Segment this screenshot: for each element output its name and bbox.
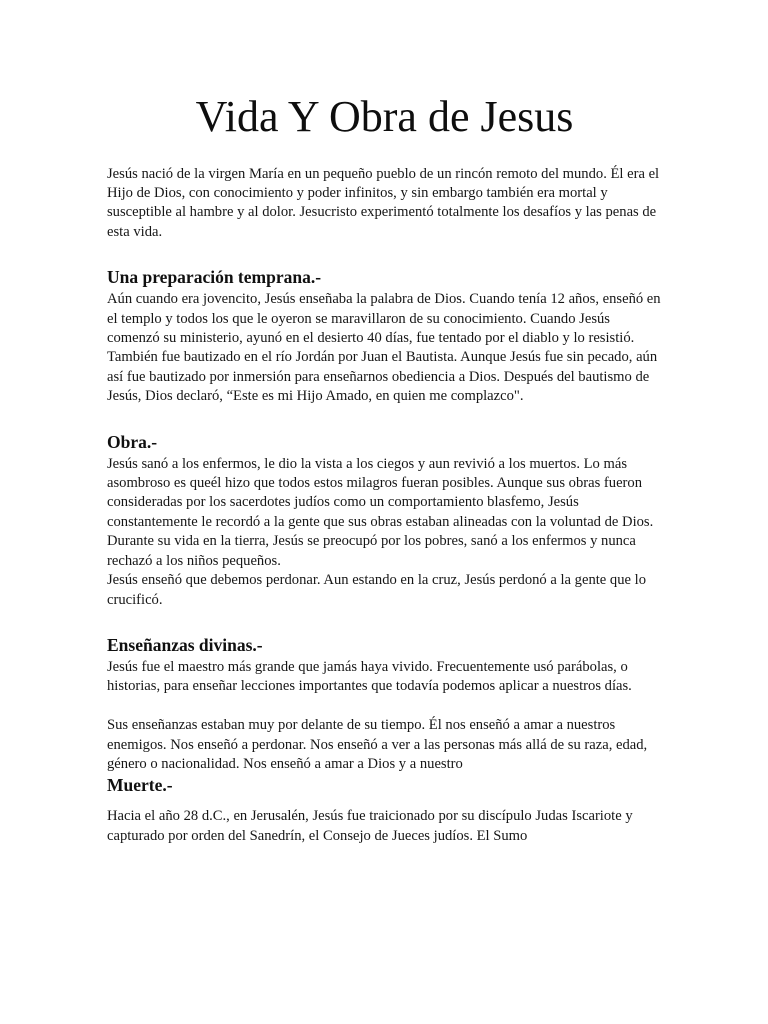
section-heading-ensenanzas: Enseñanzas divinas.-	[107, 634, 263, 655]
section-heading-muerte: Muerte.-	[107, 775, 173, 796]
intro-paragraph: Jesús nació de la virgen María en un pequeño pueblo de un rincón remoto del mundo. Él era el Hijo de Dios, con conocimiento y poder infinitos, y sin embargo también era mortal y susceptible al hambre y al dolor. Jesucristo experimentó totalmente los desafíos y las penas de esta vida.	[107, 165, 660, 240]
section-heading-obra: Obra.-	[107, 431, 158, 452]
ensenanzas-paragraph-2: Sus enseñanzas estaban muy por delante de su tiempo. Él nos enseñó a amar a nuestros enemigos. Nos enseñó a perdonar. Nos enseñó a ver a las personas más allá de su raza, edad, género o nacionalidad. Nos enseñó a amar a Dios y a nuestro	[107, 717, 648, 772]
document-title: Vida Y Obra de Jesus	[195, 92, 574, 141]
muerte-paragraph: Hacia el año 28 d.C., en Jerusalén, Jesús fue traicionado por su discípulo Judas Iscariote y capturado por orden del Sanedrín, el Consejo de Jueces judíos. El Sumo	[107, 808, 633, 844]
obra-paragraph-2: Durante su vida en la tierra, Jesús se preocupó por los pobres, sanó a los enfermos y nunca rechazó a los niños pequeños.	[107, 533, 636, 569]
obra-paragraph-3: Jesús enseñó que debemos perdonar. Aun estando en la cruz, Jesús perdonó a la gente que lo crucificó.	[107, 572, 647, 608]
obra-paragraph-1: Jesús sanó a los enfermos, le dio la vista a los ciegos y aun revivió a los muertos. Lo más asombroso es queél hizo que todos estos milagros fueran posibles. Aunque sus obras fueron consideradas por los sacerdotes judíos como un comportamiento blasfemo, Jesús constantemente le recordó a la gente que sus obras estaban alineadas con la voluntad de Dios.	[107, 455, 654, 530]
ensenanzas-paragraph-1: Jesús fue el maestro más grande que jamás haya vivido. Frecuentemente usó parábolas, o historias, para enseñar lecciones importantes que todavía podemos aplicar a nuestros días.	[107, 658, 632, 695]
section-heading-preparacion: Una preparación temprana.-	[107, 267, 322, 288]
preparacion-paragraph: Aún cuando era jovencito, Jesús enseñaba la palabra de Dios. Cuando tenía 12 años, enseñó en el templo y todos los que le oyeron se maravillaron de su conocimiento. Cuando Jesús comenzó su ministerio, ayunó en el desierto 40 días, fue tentado por el diablo y lo resistió. También fue bautizado en el río Jordán por Juan el Bautista. Aunque Jesús fue sin pecado, aún así fue bautizado por inmersión para enseñarnos obediencia a Dios. Después del bautismo de Jesús, Dios declaró, “Este es mi Hijo Amado, en quien me complazco".	[107, 291, 661, 405]
